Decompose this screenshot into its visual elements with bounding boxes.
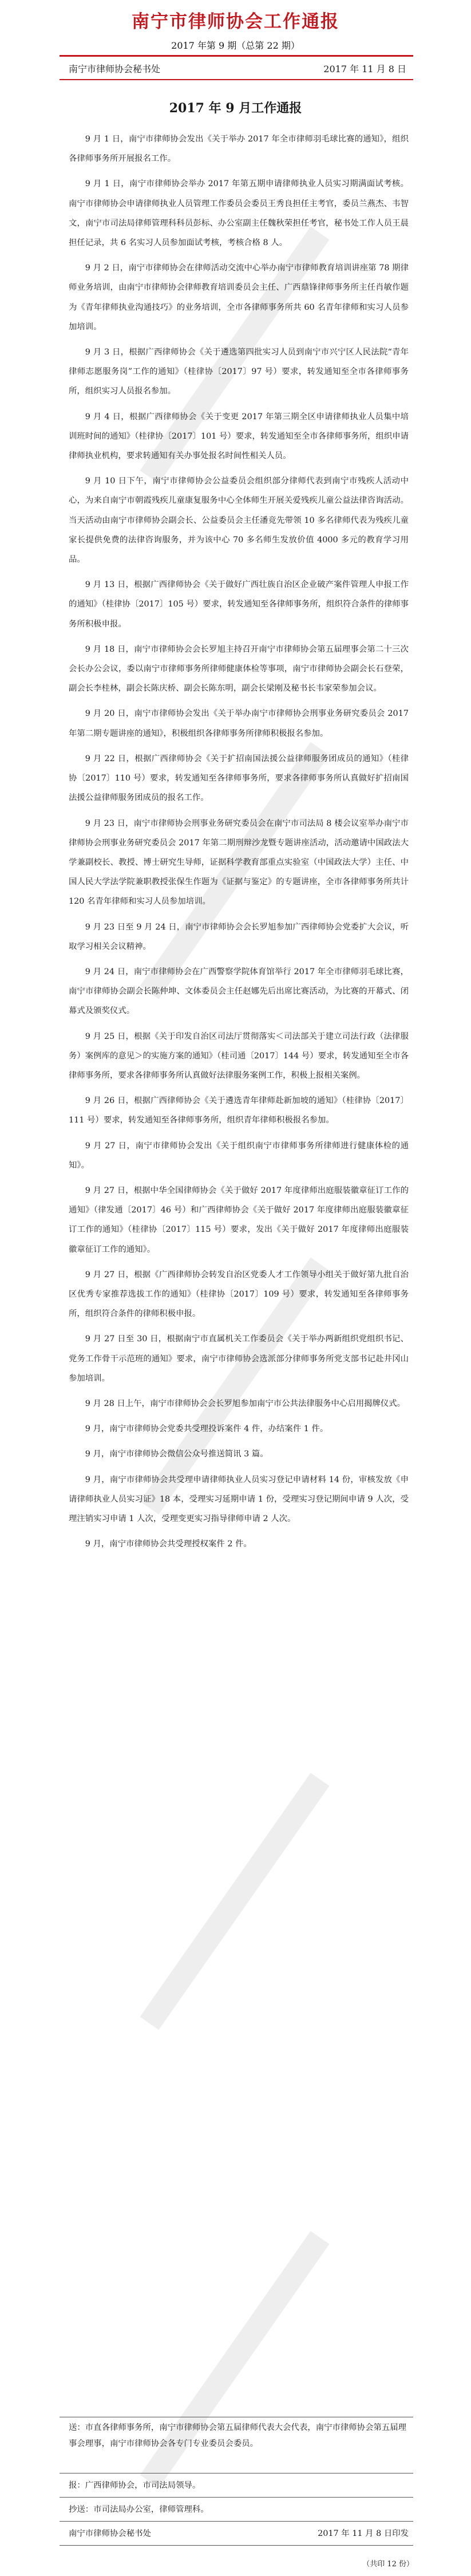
report-item: 9 月 26 日，根据广西律师协会《关于遴选青年律师赴新加坡的通知》（桂律协〔2017〕111 号）要求，转发通知至各律师事务所，组织青年律师积极报名参加。 — [69, 1096, 409, 1125]
report-item: 9 月 23 日至 9 月 24 日，南宁市律师协会会长罗旭参加广西律师协会党委扩大会议，听取学习相关会议精神。 — [69, 922, 409, 951]
footer-rule — [60, 2497, 413, 2498]
footer-issuer: 南宁市律师协会秘书处 — [69, 2529, 151, 2538]
header-rule-bottom — [60, 79, 413, 80]
footer-cc: 抄送：市司法局办公室，律师管理科。 — [69, 2505, 209, 2514]
issue-number: 2017 年第 9 期（总第 22 期） — [171, 40, 300, 51]
report-item: 9 月，南宁市律师协会共受理申请律师执业人员实习登记申请材料 14 份，审核发放《申请律师执业人员实习证》18 本，受理实习延期申请 1 份，受理实习登记期间申请 9 人次，受理注销实习申请 1 人次，受理变更实习指导律师申请 2 人次。 — [69, 1475, 409, 1523]
report-item: 9 月 2 日，南宁市律师协会在律师活动交流中心举办南宁市律师教育培训讲座第 78 期律师业务培训，由南宁市律师协会律师教育培训委员会主任、广西鼎锋律师事务所主任肖敏作题为《青年律师执业沟通技巧》的业务培训，全市各律师事务所共 60 名青年律师和实习人员参加培训。 — [69, 263, 409, 332]
report-title: 2017 年 9 月工作通报 — [169, 101, 302, 116]
copies-count: （共印 12 份） — [362, 2560, 414, 2569]
report-item: 9 月 27 日至 30 日，根据南宁市直属机关工作委员会《关于举办两新组织党组织书记、党务工作骨干示范班的通知》要求，南宁市律师协会选派部分律师事务所党支部书记赴井冈山参加培训。 — [69, 1334, 409, 1383]
report-item: 9 月 22 日，根据广西律师协会《关于扩招南国法援公益律师服务团成员的通知》（桂律协〔2017〕110 号）要求，转发通知至各律师事务所，要求各律师事务所认真做好扩招南国法援公益律师服务团成员的报名工作。 — [69, 754, 409, 803]
bulletin-title: 南宁市律师协会工作通报 — [132, 11, 339, 32]
report-item: 9 月 13 日，根据广西律师协会《关于做好广西壮族自治区企业破产案件管理人申报工作的通知》（桂律协〔2017〕105 号）要求，转发通知至各律师事务所，组织符合条件的律师事务所积极申报。 — [69, 580, 409, 629]
report-item: 9 月 3 日，根据广西律师协会《关于遴选第四批实习人员到南宁市兴宁区人民法院“青年律师志愿服务岗”工作的通知》（桂律协〔2017〕97 号）要求，转发通知至全市各律师事务所，组织实习人员报名参加。 — [69, 348, 409, 396]
footer-rule-bottom — [60, 2545, 413, 2546]
report-item: 9 月 24 日，南宁市律师协会在广西警察学院体育馆举行 2017 年全市律师羽毛球比赛，南宁市律师协会副会长陈仲坤、文体委员会主任赵娜先后出席比赛活动，为比赛的开幕式、闭幕式及颁奖仪式。 — [69, 967, 409, 1016]
report-item: 9 月 27 日，根据中华全国律师协会《关于做好 2017 年度律师出庭服装徽章征订工作的通知》（律发通〔2017〕46 号）和广西律师协会《关于做好 2017 年度律师出庭服装徽章征订工作的通知》（桂律协〔2017〕115 号）要求，发出《关于做好 2017 年度律师出庭服装徽章征订工作的通知》。 — [69, 1185, 409, 1254]
report-item: 9 月 1 日，南宁市律师协会发出《关于举办 2017 年全市律师羽毛球比赛的通知》，组织各律师事务所开展报名工作。 — [69, 135, 409, 164]
report-item: 9 月 23 日，南宁市律师协会刑事业务研究委员会在南宁市司法局 8 楼会议室举办南宁市律师协会刑事业务研究委员会 2017 年第二期刑辩沙龙暨专题讲座活动，活动邀请中国政法大学兼副校长、教授、博士研究生导师，证据科学教育部重点实验室（中国政法大学）主任、中国人民大学法学院兼职教授张保生作题为《证据与鉴定》的专题讲座，全市各律师事务所共计 120 名青年律师和实习人员参加培训。 — [69, 818, 409, 907]
report-item: 9 月 4 日，根据广西律师协会《关于变更 2017 年第三期全区申请律师执业人员集中培训班时间的通知》（桂律协〔2017〕101 号）要求，转发通知至全市各律师事务所，组织申请律师执业机构，要求转通知有关办事处报名时间性相关人员。 — [69, 412, 409, 461]
footer-send-to: 送：市直各律师事务所，南宁市律师协会第五届律师代表大会代表，南宁市律师协会第五届理事会理事，南宁市律师协会各专门专业委员会委员。 — [69, 2423, 407, 2448]
footer-issue-line — [69, 2527, 409, 2539]
report-item: 9 月 10 日下午，南宁市律师协会公益委员会组织部分律师代表到南宁市残疾人活动中心，为来自南宁市朝霞残疾儿童康复服务中心全体师生开展关爱残疾儿童公益法律咨询活动。当天活动由南宁市律师协会副会长、公益委员会主任潘竞先带领 10 多名律师代表为残疾儿童家长提供免费的法律咨询服务，并为该中心 70 多名师生发放价值 4000 多元的教育学习用品。 — [69, 476, 409, 565]
publisher: 南宁市律师协会秘书处 — [69, 64, 161, 74]
report-item: 9 月，南宁市律师协会微信公众号推送简讯 3 篇。 — [85, 1450, 268, 1459]
report-item: 9 月 1 日，南宁市律师协会举办 2017 年第五期申请律师执业人员实习期满面试考核。南宁市律师协会申请律师执业人员管理工作委员会委员王秀良担任主考官，委员兰燕杰、韦智文，南宁市司法局律师管理科科员彭标、办公室副主任魏秋荣担任考官，秘书处工作人员王晨担任记录，共 6 名实习人员参加面试考核，考核合格 8 人。 — [69, 179, 409, 248]
report-item: 9 月，南宁市律师协会党委共受理投诉案件 4 件，办结案件 1 件。 — [85, 1424, 328, 1434]
report-item: 9 月 27 日，南宁市律师协会发出《关于组织南宁市律师事务所律师进行健康体检的通知》。 — [69, 1141, 409, 1170]
report-item: 9 月 18 日，南宁市律师协会会长罗旭主持召开南宁市律师协会第五届理事会第二十三次会长办公会议，委以南宁市律师事务所律师健康体检等事项，南宁市律师协会副会长石登荣，副会长李桂林，副会长陈庆桥、副会长陈东明，副会长梁刚及秘书长韦家荣参加会议。 — [69, 644, 409, 694]
report-item: 9 月 20 日，南宁市律师协会发出《关于举办南宁市律师协会刑事业务研究委员会 2017 年第二期专题讲座的通知》，积极组织各律师事务所律师积极报名参加。 — [69, 709, 409, 738]
report-body — [69, 129, 409, 1559]
report-item: 9 月 25 日，根据《关于印发自治区司法厅贯彻落实＜司法部关于建立司法行政（法律服务）案例库的意见＞的实施方案的通知》（桂司通〔2017〕144 号）要求，转发通知至全市各律师事务所，要求各律师事务所认真做好法律服务案例工作，积极上报相关案例。 — [69, 1031, 409, 1080]
header-meta — [69, 62, 406, 75]
masthead — [0, 0, 471, 52]
footer-rule — [60, 2521, 413, 2522]
header-rule-top — [60, 55, 413, 57]
report-item: 9 月 27 日，根据《广西律师协会转发自治区党委人才工作领导小组关于做好第九批自治区优秀专家推荐选拔工作的通知》（桂律协〔2017〕109 号）要求，转发通知至各律师事务所，组织符合条件的律师积极申报。 — [69, 1270, 409, 1319]
footer-print-date: 2017 年 11 月 8 日印发 — [318, 2529, 409, 2538]
report-item: 9 月，南宁市律师协会共受理授权案件 2 件。 — [85, 1539, 252, 1549]
footer-report-to: 报：广西律师协会，市司法局领导。 — [69, 2481, 201, 2490]
publish-date: 2017 年 11 月 8 日 — [323, 64, 406, 74]
report-item: 9 月 28 日上午，南宁市律师协会会长罗旭参加南宁市公共法律服务中心启用揭牌仪式。 — [85, 1399, 406, 1408]
